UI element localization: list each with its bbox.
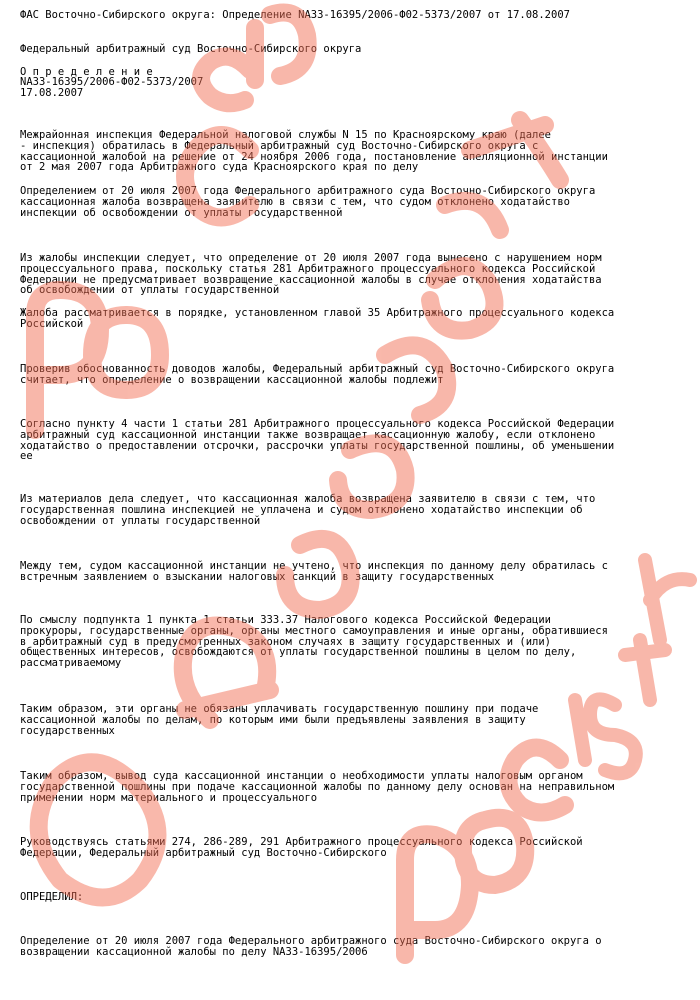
paragraph-8: Между тем, судом кассационной инстанции не учтено, что инспекция по данному делу обратилась с встречным заявлением о взыскании налоговых санкций в защиту государственных <box>20 560 608 583</box>
paragraph-12: Руководствуясь статьями 274, 286-289, 291 Арбитражного процессуального кодекса Российской Федерации, Федеральный арбитражный суд Восточно-Сибирского <box>20 836 583 859</box>
paragraph-2: Определением от 20 июля 2007 года Федерального арбитражного суда Восточно-Сибирского округа кассационная жалоба возвращена заявителю в связи с тем, что судом отклонено ходатайство инспекции об освобождении от уплаты государственной <box>20 185 596 219</box>
document-date: 17.08.2007 <box>20 87 84 99</box>
document-header-title: ФАС Восточно-Сибирского округа: Определение NА33-16395/2006-Ф02-5373/2007 от 17.08.2007 <box>20 9 570 21</box>
paragraph-6: Согласно пункту 4 части 1 статьи 281 Арбитражного процессуального кодекса Российской Федерации арбитражный суд кассационной инстанции также возвращает кассационную жалобу, если отклонено ходатайство о предоставлении отсрочки, рассрочки уплаты государственной пошлины, об уменьшении ее <box>20 418 615 463</box>
paragraph-4: Жалоба рассматривается в порядке, установленном главой 35 Арбитражного процессуального кодекса Российской <box>20 307 615 330</box>
case-number: NА33-16395/2006-Ф02-5373/2007 <box>20 76 204 88</box>
paragraph-7: Из материалов дела следует, что кассационная жалоба возвращена заявителю в связи с тем, что государственная пошлина инспекцией не уплачена и судом отклонено ходатайство инспекции об освобождении от уплаты государственной <box>20 493 596 527</box>
paragraph-13: ОПРЕДЕЛИЛ: <box>20 891 84 903</box>
paragraph-10: Таким образом, эти органы не обязаны уплачивать государственную пошлину при подаче кассационной жалобы по делам, по которым ими были предъявлены заявления в защиту государственных <box>20 703 539 737</box>
paragraph-11: Таким образом, вывод суда кассационной инстанции о необходимости уплаты налоговым органом государственной пошлины при подаче кассационной жалобы по данному делу основан на неправильном применении норм материального и процессуального <box>20 770 615 804</box>
paragraph-9: По смыслу подпункта 1 пункта 1 статьи 333.37 Налогового кодекса Российской Федерации прокуроры, государственные органы, органы местного самоуправления и иные органы, обратившиеся в арбитражный суд в предусмотренных законом случаях в защиту государственных и (или) общественных интересов, освобождаются от уплаты государственной пошлины в целом по делу, рассматриваемому <box>20 614 608 670</box>
document-page <box>20 0 692 1000</box>
paragraph-3: Из жалобы инспекции следует, что определение от 20 июля 2007 года вынесено с нарушением норм процессуального права, поскольку статья 281 Арбитражного процессуального кодекса Российской Федерации не предусматривает возвращение кассационной жалобы в случае отклонения ходатайства об освобождении от уплаты государственной <box>20 252 602 297</box>
paragraph-1: Межрайонная инспекция Федеральной налоговой службы N 15 по Красноярскому краю (далее - инспекция) обратилась в Федеральный арбитражный суд Восточно-Сибирского округа с кассационной жалобой на решение от 24 ноября 2006 года, постановление апелляционной инстанции от 2 мая 2007 года Арбитражного суда Красноярского края по делу <box>20 129 608 174</box>
court-name: Федеральный арбитражный суд Восточно-Сибирского округа <box>20 43 362 55</box>
paragraph-5: Проверив обоснованность доводов жалобы, Федеральный арбитражный суд Восточно-Сибирского округа считает, что определение о возвращении кассационной жалобы подлежит <box>20 363 615 386</box>
document-type: О п р е д е л е н и е <box>20 66 153 78</box>
paragraph-14: Определение от 20 июля 2007 года Федерального арбитражного суда Восточно-Сибирского округа о возвращении кассационной жалобы по делу NА33-16395/2006 <box>20 935 602 958</box>
